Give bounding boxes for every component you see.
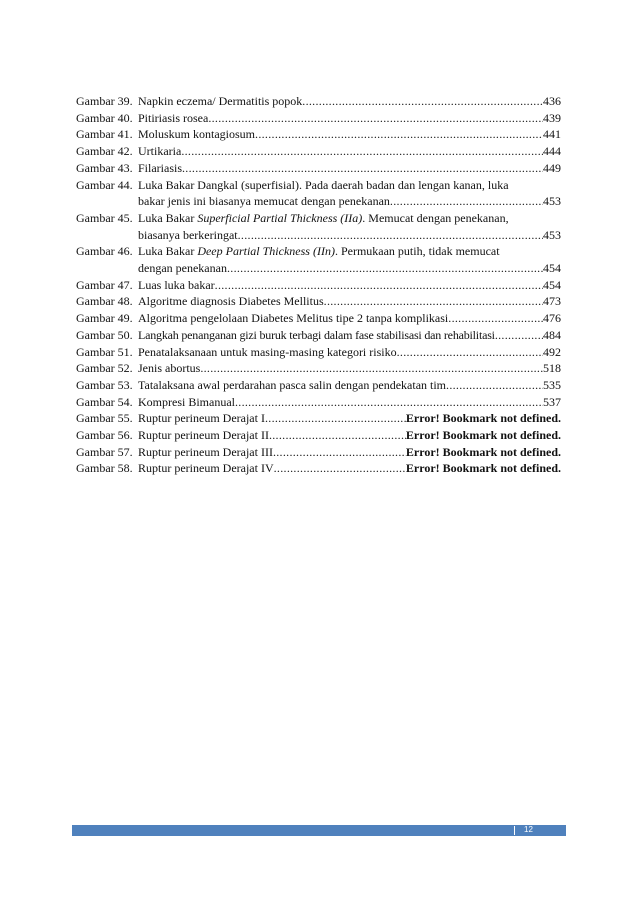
- toc-entry[interactable]: [76, 310, 561, 327]
- dot-leader: [446, 377, 543, 394]
- entry-title-part: Luka Bakar: [138, 210, 198, 225]
- dot-leader: [235, 394, 543, 411]
- entry-page: 518: [543, 361, 561, 376]
- toc-entry[interactable]: [76, 394, 561, 411]
- toc-entry[interactable]: [76, 377, 561, 394]
- toc-entry[interactable]: [76, 410, 561, 427]
- toc-entry[interactable]: [76, 160, 561, 177]
- dot-leader: [182, 160, 543, 177]
- entry-title: Urtikaria: [138, 144, 182, 159]
- entry-page-error: Error! Bookmark not defined.: [405, 428, 561, 443]
- dot-leader: [324, 293, 543, 310]
- entry-title-italic: Superficial Partial Thickness (IIa): [197, 210, 363, 225]
- toc-entry[interactable]: [76, 327, 561, 344]
- dot-leader: [274, 460, 406, 477]
- entry-title: Pitiriasis rosea: [138, 110, 209, 125]
- entry-page-error: Error! Bookmark not defined.: [405, 444, 561, 459]
- entry-page: 453: [543, 227, 561, 242]
- entry-title-part: . Memucat dengan penekanan,: [362, 210, 509, 225]
- dot-leader: [269, 427, 406, 444]
- entry-label: Gambar 52.: [76, 361, 133, 376]
- entry-label: Gambar 45.: [76, 210, 133, 225]
- entry-title: Algoritme diagnosis Diabetes Mellitus: [138, 294, 324, 309]
- entry-page: 454: [543, 261, 561, 276]
- entry-title: Napkin eczema/ Dermatitis popok: [138, 94, 303, 108]
- entry-label: Gambar 49.: [76, 311, 133, 326]
- entry-title: Ruptur perineum Derajat III: [138, 444, 273, 459]
- entry-page: 444: [543, 144, 561, 159]
- entry-page: 484: [543, 327, 561, 342]
- dot-leader: [208, 110, 543, 127]
- footer-divider: [514, 826, 515, 835]
- entry-page: 441: [543, 127, 561, 142]
- dot-leader: [200, 360, 543, 377]
- entry-page-error: Error! Bookmark not defined.: [405, 461, 561, 476]
- entry-label: Gambar 55.: [76, 411, 133, 426]
- toc-entry[interactable]: [76, 277, 561, 294]
- toc-entry[interactable]: [76, 344, 561, 361]
- entry-title: Penatalaksanaan untuk masing-masing kategori risiko: [138, 344, 397, 359]
- entry-title: Ruptur perineum Derajat II: [138, 428, 269, 443]
- entry-label: Gambar 47.: [76, 277, 133, 292]
- dot-leader: [215, 277, 543, 294]
- toc-entry[interactable]: [76, 110, 561, 127]
- entry-title-italic: Deep Partial Thickness (IIn): [197, 244, 335, 259]
- entry-title-line1: [138, 243, 561, 260]
- dot-leader: [255, 126, 543, 143]
- toc-entry[interactable]: [76, 126, 561, 143]
- entry-title: Jenis abortus: [138, 361, 201, 376]
- entry-title: Tatalaksana awal perdarahan pasca salin dengan pendekatan tim: [138, 377, 447, 392]
- entry-page: 535: [543, 377, 561, 392]
- toc-entry[interactable]: [76, 460, 561, 477]
- entry-title-part: Luka Bakar: [138, 244, 198, 259]
- toc-entry[interactable]: [76, 210, 561, 243]
- entry-label: Gambar 42.: [76, 144, 133, 159]
- dot-leader: [448, 310, 543, 327]
- entry-label: Gambar 53.: [76, 377, 133, 392]
- list-of-figures: [76, 93, 561, 477]
- entry-page: 436: [543, 94, 561, 108]
- entry-title-part: . Permukaan putih, tidak memucat: [334, 244, 500, 259]
- entry-title: Moluskum kontagiosum: [138, 127, 256, 142]
- entry-page: 439: [543, 110, 561, 125]
- entry-page: 537: [543, 394, 561, 409]
- toc-entry[interactable]: [76, 444, 561, 461]
- entry-title-line1: [138, 210, 561, 227]
- entry-title: Ruptur perineum Derajat I: [138, 411, 265, 426]
- entry-label: Gambar 58.: [76, 461, 133, 476]
- toc-entry[interactable]: [76, 360, 561, 377]
- dot-leader: [265, 410, 406, 427]
- toc-entry[interactable]: [76, 143, 561, 160]
- toc-entry[interactable]: [76, 427, 561, 444]
- entry-title: Filariasis: [138, 160, 182, 175]
- entry-page: 473: [543, 294, 561, 309]
- dot-leader: [302, 93, 543, 110]
- entry-title-line2: dengan penekanan: [138, 261, 227, 276]
- entry-title: Algoritma pengelolaan Diabetes Melitus tipe 2 tanpa komplikasi: [138, 311, 449, 326]
- entry-label: Gambar 46.: [76, 244, 133, 259]
- entry-label: Gambar 57.: [76, 444, 133, 459]
- entry-title-line2: bakar jenis ini biasanya memucat dengan penekanan: [138, 194, 390, 209]
- toc-entry[interactable]: [76, 177, 561, 210]
- dot-leader: [273, 444, 406, 461]
- entry-page: 492: [543, 344, 561, 359]
- entry-title: Ruptur perineum Derajat IV: [138, 461, 274, 476]
- entry-page: 453: [543, 194, 561, 209]
- dot-leader: [390, 193, 543, 210]
- entry-page: 454: [543, 277, 561, 292]
- entry-label: Gambar 41.: [76, 127, 133, 142]
- entry-page-error: Error! Bookmark not defined.: [405, 411, 561, 426]
- page-number: 12: [524, 825, 533, 834]
- entry-title: Kompresi Bimanual: [138, 394, 235, 409]
- dot-leader: [238, 227, 543, 244]
- entry-title-line2: biasanya berkeringat: [138, 227, 238, 242]
- entry-label: Gambar 56.: [76, 428, 133, 443]
- entry-page: 476: [543, 311, 561, 326]
- entry-label: Gambar 43.: [76, 160, 133, 175]
- dot-leader: [397, 344, 543, 361]
- entry-title: Luas luka bakar: [138, 277, 215, 292]
- toc-entry[interactable]: [76, 243, 561, 276]
- entry-page: 449: [543, 160, 561, 175]
- entry-title-line1: Luka Bakar Dangkal (superfisial). Pada daerah badan dan lengan kanan, luka: [138, 177, 509, 192]
- dot-leader: [181, 143, 543, 160]
- footer-bar: [72, 825, 566, 836]
- entry-label: Gambar 51.: [76, 344, 133, 359]
- entry-label: Gambar 44.: [76, 177, 133, 192]
- entry-label: Gambar 48.: [76, 294, 133, 309]
- entry-label: Gambar 39.: [76, 94, 133, 108]
- entry-label: Gambar 40.: [76, 110, 133, 125]
- dot-leader: [227, 260, 543, 277]
- toc-entry[interactable]: [76, 93, 561, 110]
- dot-leader: [495, 327, 543, 344]
- entry-label: Gambar 54.: [76, 394, 133, 409]
- toc-entry[interactable]: [76, 293, 561, 310]
- entry-title: Langkah penanganan gizi buruk terbagi dalam fase stabilisasi dan rehabilitasi: [138, 327, 495, 342]
- entry-label: Gambar 50.: [76, 327, 133, 342]
